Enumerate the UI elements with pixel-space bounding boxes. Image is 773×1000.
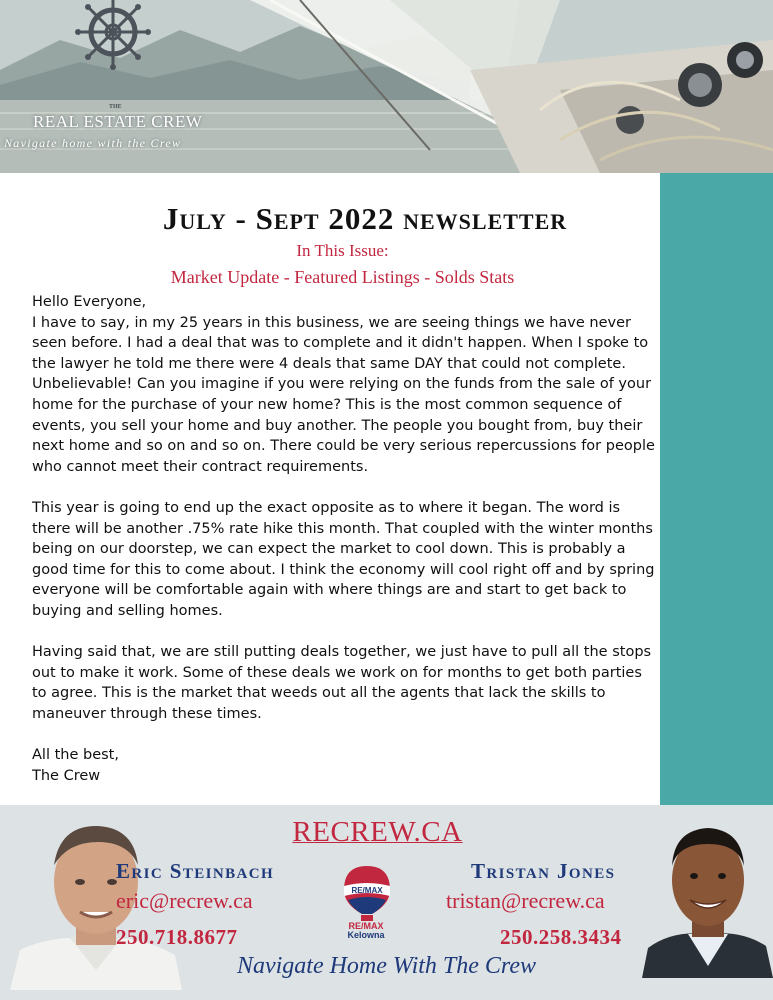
- greeting: Hello Everyone,: [32, 294, 147, 310]
- agent-name-tristan: Tristan Jones: [471, 859, 616, 883]
- agent-email-tristan[interactable]: tristan@recrew.ca: [446, 888, 605, 913]
- newsletter-body: [32, 292, 658, 786]
- signature: The Crew: [32, 767, 101, 784]
- remax-name: RE/MAX: [348, 921, 384, 931]
- newsletter-title: July - Sept 2022 newsletter: [162, 201, 568, 236]
- agent-phone-eric[interactable]: 250.718.8677: [116, 925, 238, 949]
- website-link[interactable]: RECREW.CA: [292, 816, 463, 848]
- logo-tagline: Navigate home with the Crew: [4, 136, 182, 150]
- footer-motto: Navigate Home With The Crew: [236, 953, 537, 979]
- signoff: All the best,: [32, 747, 119, 764]
- ship-wheel-logo-icon: [0, 0, 240, 120]
- issue-topics: Market Update - Featured Listings - Solds Stats: [170, 267, 515, 287]
- body-paragraph-2: This year is going to end up the exact opposite as to where it began. The word is there will be another .75% rate hike this month. That coupled with the winter months being on our doorstep, we can expect the market to cool down. This is probably a good time for this to come about. I think the economy will cool right off and by spring everyone will be comfortable again with where things are and start to get back to buying and selling homes.: [32, 499, 655, 619]
- agent-name-eric: Eric Steinbach: [116, 859, 275, 883]
- in-this-issue-heading: In This Issue:: [296, 241, 389, 260]
- agent-phone-tristan[interactable]: 250.258.3434: [500, 925, 622, 949]
- header-banner-image: [0, 0, 773, 173]
- body-paragraph-1: I have to say, in my 25 years in this business, we are seeing things we have never seen before. I had a deal that was to complete and it didn't happen. When I spoke to the lawyer he told me there were 4 deals that same DAY that could not complete. Unbelievable! Can you imagine if you were relying on the funds from the sale of your home for the purchase of your new home? This is the most common sequence of events, you sell your home and buy another. The people you bought from, buy their next home and so on and so on. There could be very serious repercussions for people who cannot meet their contract requirements.: [32, 314, 655, 475]
- svg-text:RE/MAX: RE/MAX: [351, 886, 383, 895]
- agent-email-eric[interactable]: eric@recrew.ca: [116, 888, 253, 913]
- body-paragraph-3: Having said that, we are still putting deals together, we just have to pull all the stops out to make it work. Some of these deals we work on for months to get both parties to agree. This is the market that weeds out all the agents that lack the skills to maneuver through these times.: [32, 644, 652, 722]
- remax-kelowna-logo-text: [340, 922, 392, 940]
- logo-small-text: THE: [109, 104, 122, 110]
- remax-balloon-icon: [342, 864, 392, 922]
- remax-city: Kelowna: [347, 930, 385, 940]
- logo-brand-name: REAL ESTATE CREW: [33, 112, 203, 131]
